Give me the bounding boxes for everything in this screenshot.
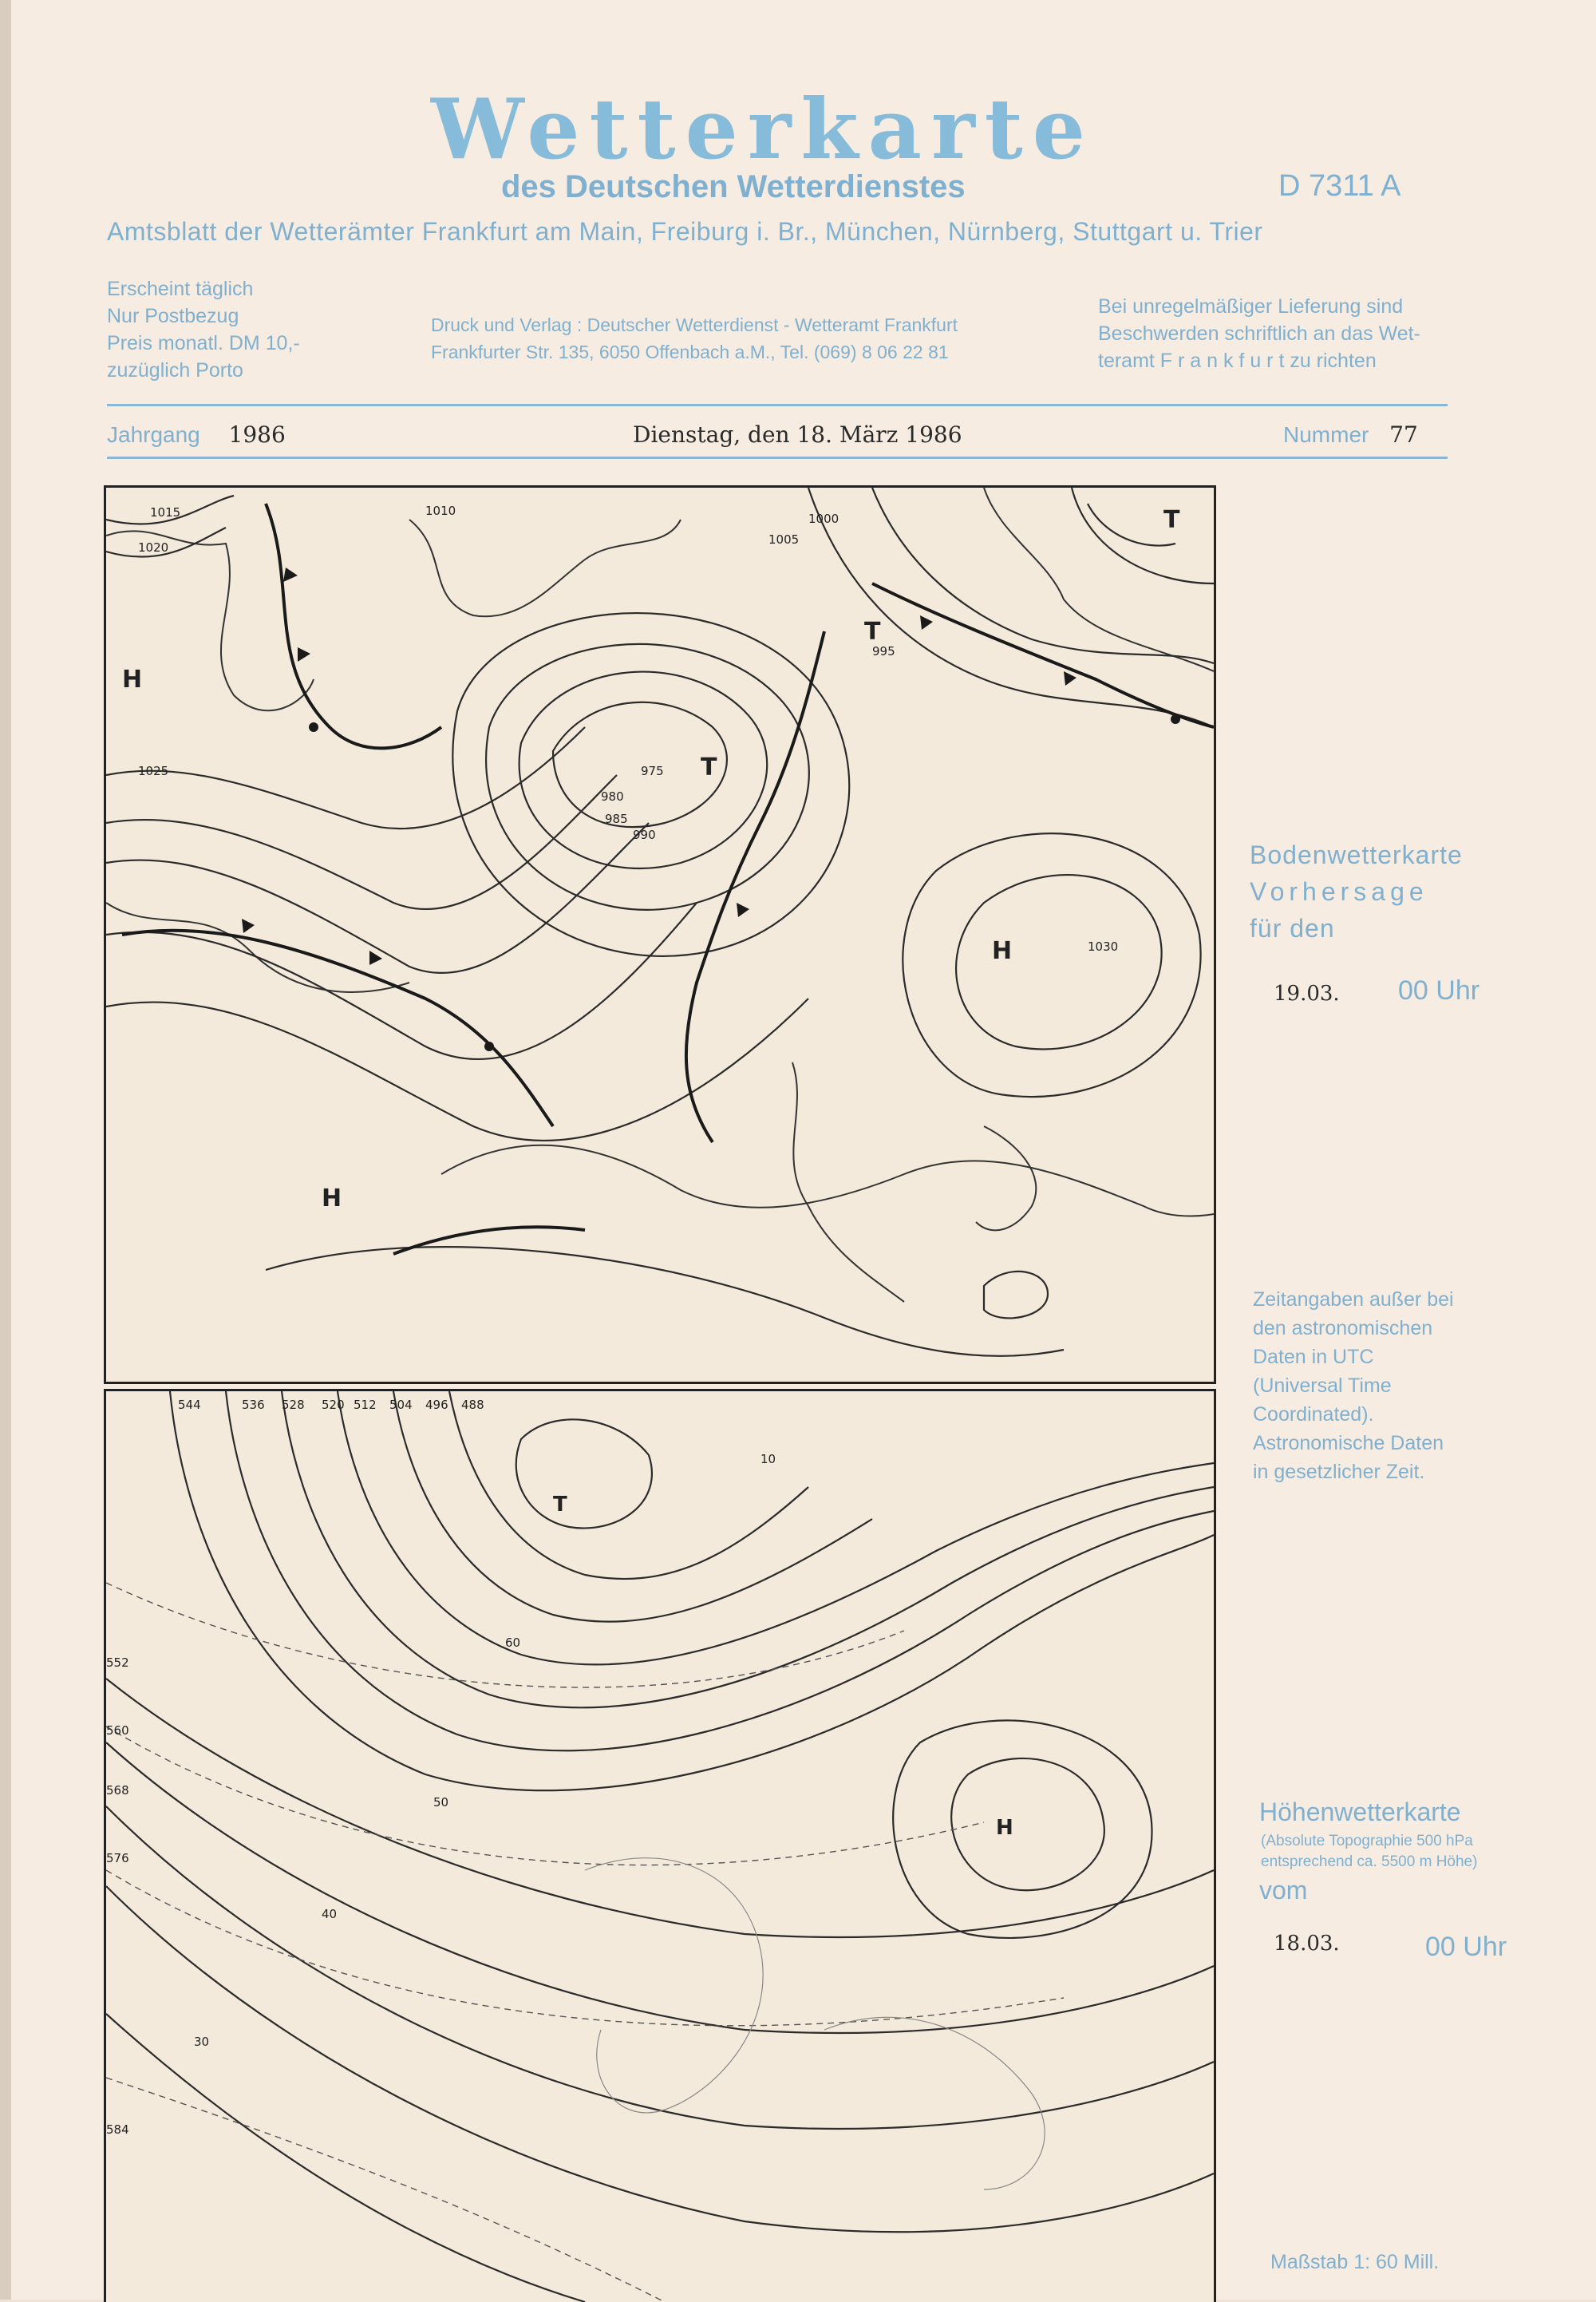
surface-map-drawing <box>106 488 1214 1382</box>
header-rule-top <box>107 404 1448 406</box>
nummer-value: 77 <box>1389 421 1418 448</box>
surface-map-caption <box>1250 837 1463 947</box>
isobar-label: 1025 <box>138 764 169 778</box>
page-title: Wetterkarte <box>431 80 1095 178</box>
contour-label: 488 <box>461 1398 484 1412</box>
complaint-line: teramt F r a n k f u r t zu richten <box>1098 350 1377 372</box>
upper-map-heading: Höhenwetterkarte <box>1259 1798 1461 1826</box>
coastlines <box>106 488 1214 1302</box>
front-symbols <box>242 568 1180 1051</box>
caption-line: Vorhersage <box>1250 877 1428 906</box>
map-scale: Maßstab 1: 60 Mill. <box>1270 2251 1440 2273</box>
isobar-label: 975 <box>641 764 664 778</box>
isotherm-label: 40 <box>322 1907 338 1921</box>
isobar-labels <box>138 504 1118 954</box>
isobar-label: 985 <box>605 812 628 826</box>
contour-label: 560 <box>106 1723 129 1738</box>
jahrgang <box>107 421 286 448</box>
time-note-line: Astronomische Daten <box>1253 1432 1444 1454</box>
publisher-line: Druck und Verlag : Deutscher Wetterdienst - Wetteramt Frankfurt <box>431 314 958 335</box>
upper-air-map <box>104 1389 1216 2302</box>
surface-map-time: 00 Uhr <box>1398 975 1480 1006</box>
time-note-line: Zeitangaben außer bei <box>1253 1288 1454 1311</box>
upper-map-date: 18.03. <box>1274 1932 1340 1956</box>
isobar-label: 995 <box>872 644 895 659</box>
high-pressure-center: H <box>322 1185 342 1212</box>
isobar-lines <box>106 488 1214 1356</box>
contour-label: 496 <box>425 1398 448 1412</box>
subscription-line: Erscheint täglich <box>107 278 254 300</box>
isobar-label: 1005 <box>768 532 800 547</box>
complaint-info <box>1098 293 1420 374</box>
isotherm-label: 50 <box>433 1795 449 1810</box>
contour-label: 576 <box>106 1851 129 1865</box>
upper-map-description <box>1261 1831 1477 1873</box>
surface-map-date: 19.03. <box>1274 982 1340 1006</box>
contour-label: 544 <box>178 1398 201 1412</box>
authority-line: Amtsblatt der Wetterämter Frankfurt am Main, Freiburg i. Br., München, Nürnberg, Stuttgart u. Trier <box>107 217 1263 246</box>
contour-label: 552 <box>106 1655 129 1670</box>
low-pressure-center: T <box>864 618 881 646</box>
surface-weather-map <box>104 485 1216 1384</box>
contour-label: 520 <box>322 1398 345 1412</box>
high-pressure-center: H <box>122 666 143 694</box>
high-center: H <box>996 1816 1013 1840</box>
upper-map-vom: vom <box>1259 1876 1308 1904</box>
isotherm-label: 10 <box>760 1452 776 1466</box>
time-note-line: (Universal Time <box>1253 1374 1392 1397</box>
time-note-line: den astronomischen <box>1253 1317 1433 1339</box>
isotherm-label: 60 <box>505 1636 521 1650</box>
publisher-line: Frankfurter Str. 135, 6050 Offenbach a.M., Tel. (069) 8 06 22 81 <box>431 342 949 362</box>
publication-code: D 7311 A <box>1278 169 1401 203</box>
isobar-label: 980 <box>601 789 624 804</box>
contour-label: 568 <box>106 1783 129 1798</box>
caption-line: Bodenwetterkarte <box>1250 841 1463 869</box>
upper-map-time: 00 Uhr <box>1425 1932 1507 1962</box>
complaint-line: Bei unregelmäßiger Lieferung sind <box>1098 295 1404 318</box>
contour-label: 512 <box>354 1398 377 1412</box>
jahrgang-label: Jahrgang <box>107 422 200 447</box>
isotherm-label: 30 <box>194 2035 210 2049</box>
contour-label: 504 <box>389 1398 413 1412</box>
description-line: entsprechend ca. 5500 m Höhe) <box>1261 1853 1478 1870</box>
nummer-label: Nummer <box>1283 422 1369 447</box>
contour-label: 584 <box>106 2122 129 2137</box>
low-center: T <box>553 1493 567 1517</box>
pressure-centers <box>122 506 1180 1212</box>
time-note-line: in gesetzlicher Zeit. <box>1253 1461 1425 1483</box>
time-note-line: Coordinated). <box>1253 1403 1374 1426</box>
time-note-line: Daten in UTC <box>1253 1346 1374 1368</box>
isobar-label: 990 <box>633 828 656 842</box>
binding-edge <box>0 0 11 2300</box>
isobar-label: 1015 <box>150 505 181 520</box>
upper-map-drawing <box>106 1391 1214 2302</box>
page-subtitle: des Deutschen Wetterdienstes <box>501 169 966 204</box>
contour-label: 536 <box>242 1398 265 1412</box>
low-pressure-center: T <box>701 753 717 781</box>
complaint-line: Beschwerden schriftlich an das Wet- <box>1098 322 1420 345</box>
contour-label: 528 <box>282 1398 305 1412</box>
subscription-line: Preis monatl. DM 10,- <box>107 332 300 354</box>
contour-lines <box>106 1391 1214 2302</box>
subscription-line: zuzüglich Porto <box>107 359 243 382</box>
publisher-info <box>431 311 958 366</box>
isobar-label: 1000 <box>808 512 839 526</box>
subscription-info <box>107 275 300 384</box>
nummer <box>1283 421 1418 448</box>
low-pressure-center: T <box>1163 506 1180 534</box>
subscription-line: Nur Postbezug <box>107 305 239 327</box>
caption-line: für den <box>1250 914 1335 943</box>
issue-date: Dienstag, den 18. März 1986 <box>633 421 962 448</box>
description-line: (Absolute Topographie 500 hPa <box>1261 1833 1473 1849</box>
high-pressure-center: H <box>992 937 1013 965</box>
jahrgang-value: 1986 <box>228 421 286 448</box>
isobar-label: 1010 <box>425 504 456 518</box>
isotherm-lines <box>106 1583 1064 2302</box>
fronts <box>122 504 1214 1254</box>
contour-labels <box>106 1398 776 2137</box>
time-note <box>1253 1285 1454 1486</box>
header-rule-bottom <box>107 457 1448 459</box>
isobar-label: 1030 <box>1088 939 1119 954</box>
isobar-label: 1020 <box>138 540 169 555</box>
